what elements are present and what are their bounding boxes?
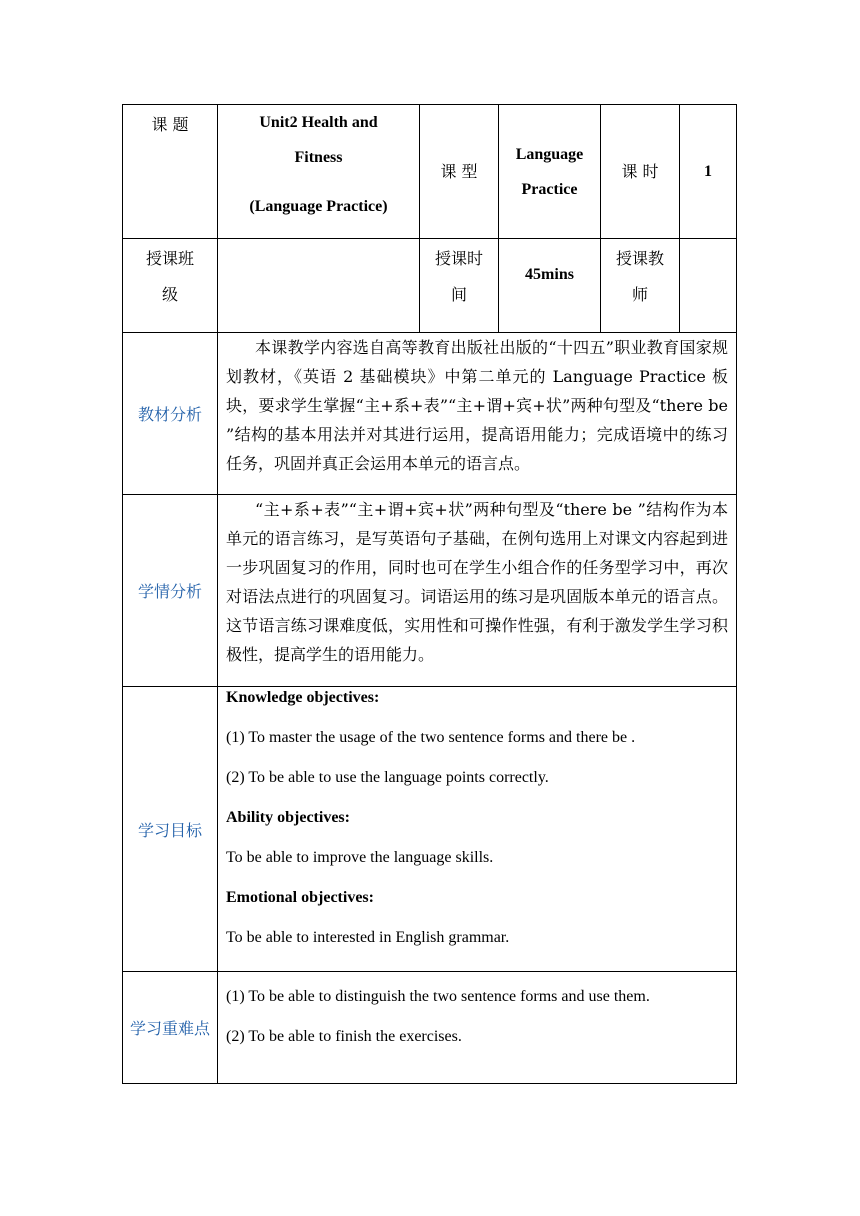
key-point-1: (1) To be able to distinguish the two sentence forms and use them. xyxy=(226,988,650,1005)
key-points-label: 学习重难点 xyxy=(129,1019,210,1038)
knowledge-item-1: (1) To master the usage of the two sentence forms and there be . xyxy=(226,729,636,746)
objectives-label: 学习目标 xyxy=(137,820,202,840)
topic-label: 课 题 xyxy=(151,115,189,134)
period-label: 课 时 xyxy=(621,161,659,181)
textbook-analysis-label-cell xyxy=(123,333,218,495)
objectives-row xyxy=(123,687,737,972)
teacher-label-line1: 授课教 xyxy=(615,249,664,268)
key-points-label-cell xyxy=(123,972,218,1084)
objectives-content xyxy=(218,687,737,972)
teacher-label-line2: 师 xyxy=(631,285,648,304)
knowledge-item-2: (2) To be able to use the language points correctly. xyxy=(226,769,549,786)
lesson-plan-table xyxy=(122,104,737,1084)
time-value-cell xyxy=(499,239,601,333)
time-label-line1: 授课时 xyxy=(434,249,483,268)
class-value-cell xyxy=(218,239,420,333)
knowledge-heading: Knowledge objectives: xyxy=(226,689,380,706)
ability-heading: Ability objectives: xyxy=(226,809,350,826)
time-value: 45mins xyxy=(525,266,574,283)
teacher-value-cell xyxy=(680,239,737,333)
learner-analysis-label-cell xyxy=(123,495,218,687)
header-row-1 xyxy=(123,105,737,239)
learner-analysis-label: 学情分析 xyxy=(137,582,202,601)
time-label-line2: 间 xyxy=(450,285,467,304)
topic-title-line3: (Language Practice) xyxy=(249,198,388,215)
type-value-line1: Language xyxy=(515,145,584,163)
emotional-item-1: To be able to interested in English grammar. xyxy=(226,929,510,946)
type-label: 课 型 xyxy=(440,161,478,181)
teacher-label-cell xyxy=(601,239,680,333)
topic-title-line2: Fitness xyxy=(294,149,343,166)
type-value-cell xyxy=(499,105,601,239)
type-label-cell xyxy=(420,105,499,239)
topic-label-cell xyxy=(123,105,218,239)
class-label-cell xyxy=(123,239,218,333)
period-label-cell xyxy=(601,105,680,239)
topic-title-line1: Unit2 Health and xyxy=(259,114,378,131)
key-points-content xyxy=(218,972,737,1084)
key-points-row xyxy=(123,972,737,1084)
class-label-line2: 级 xyxy=(161,285,178,304)
header-row-2 xyxy=(123,239,737,333)
textbook-analysis-row xyxy=(123,333,737,495)
textbook-analysis-text: 本课教学内容选自高等教育出版社出版的“十四五”职业教育国家规划教材，《英语 2 基础模块》中第二单元的 Language Practice 板块，要求学生掌握“主+系+表”“主+谓+宾+状”两种句型及“there be ”结构的基本用法并对其进行运用，提高语用能力；完成语境中的练习任务，巩固并真正会运用本单元的语言点。 xyxy=(218,333,737,495)
period-value: 1 xyxy=(704,163,712,180)
key-point-2: (2) To be able to finish the exercises. xyxy=(226,1028,462,1045)
class-label-line1: 授课班 xyxy=(145,249,194,268)
learner-analysis-row xyxy=(123,495,737,687)
type-value-line2: Practice xyxy=(521,180,578,198)
time-label-cell xyxy=(420,239,499,333)
emotional-heading: Emotional objectives: xyxy=(226,889,374,906)
objectives-label-cell xyxy=(123,687,218,972)
learner-analysis-text: “主+系+表”“主+谓+宾+状”两种句型及“there be ”结构作为本单元的语言练习，是写英语句子基础，在例句选用上对课文内容起到进一步巩固复习的作用，同时也可在学生小组合作的任务型学习中，再次对语法点进行的巩固复习。词语运用的练习是巩固版本单元的语言点。这节语言练习课难度低，实用性和可操作性强，有利于激发学生学习积极性，提高学生的语用能力。 xyxy=(218,495,737,687)
ability-item-1: To be able to improve the language skills. xyxy=(226,849,494,866)
period-value-cell xyxy=(680,105,737,239)
topic-title-cell xyxy=(218,105,420,239)
textbook-analysis-label: 教材分析 xyxy=(137,405,202,424)
